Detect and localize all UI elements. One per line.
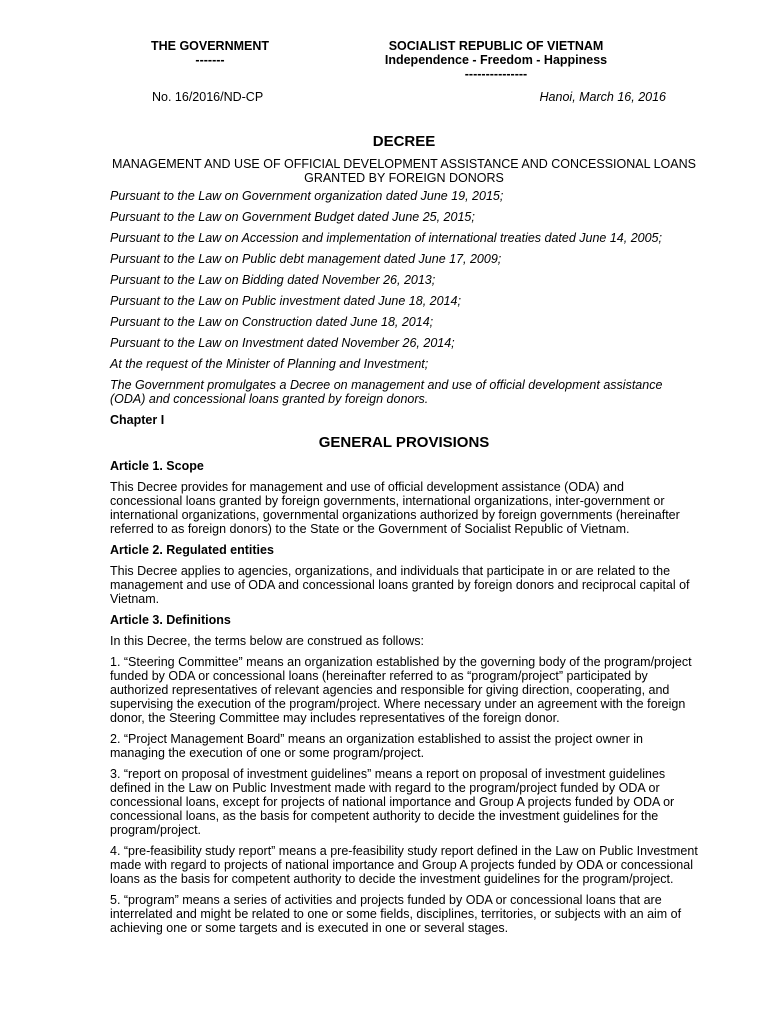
preamble-line: Pursuant to the Law on Government organization dated June 19, 2015; — [110, 189, 504, 203]
preamble-line: The Government promulgates a Decree on management and use of official development assistance (ODA) and concessional loans granted by foreign donors. — [110, 378, 663, 406]
definition-item: 2. “Project Management Board” means an organization established to assist the project owner in managing the execution of one or some program/project. — [110, 732, 643, 760]
national-rule: --------------- — [464, 67, 528, 81]
article-1-title: Article 1. Scope — [110, 459, 204, 473]
country-title: SOCIALIST REPUBLIC OF VIETNAM — [388, 39, 604, 53]
national-block — [346, 39, 646, 81]
preamble-line: Pursuant to the Law on Accession and implementation of international treaties dated June 14, 2005; — [110, 231, 662, 245]
decree-title: DECREE — [372, 133, 436, 150]
chapter-heading: GENERAL PROVISIONS — [318, 434, 490, 451]
issuer-block — [110, 39, 310, 67]
article-1-text: This Decree provides for management and use of official development assistance (ODA) and concessional loans granted by foreign governments, international organizations, inter-government or international organizations, governmental organizations authorized by foreign governments (hereinafter referred to as foreign donors) to the State or the Government of Socialist Republic of Vietnam. — [110, 480, 680, 536]
decree-subtitle: MANAGEMENT AND USE OF OFFICIAL DEVELOPMENT ASSISTANCE AND CONCESSIONAL LOANS GRANTED BY FOREIGN DONORS — [112, 157, 696, 185]
preamble-line: Pursuant to the Law on Investment dated November 26, 2014; — [110, 336, 455, 350]
preamble-line: Pursuant to the Law on Government Budget dated June 25, 2015; — [110, 210, 475, 224]
chapter-label: Chapter I — [110, 413, 165, 427]
definition-item: 3. “report on proposal of investment guidelines” means a report on proposal of investment guidelines defined in the Law on Public Investment made with regard to the program/project funded by ODA or concessional loans, except for projects of national importance and Group A projects funded by ODA or concessional loans, as the basis for competent authority to decide the investment guidelines for the program/project. — [110, 767, 675, 837]
definition-item: 4. “pre-feasibility study report” means a pre-feasibility study report defined in the Law on Public Investment made with regard to projects of national importance and Group A projects funded by ODA or concessional loans as the basis for competent authority to decide the investment guidelines for the program/project. — [110, 844, 698, 886]
preamble-line: Pursuant to the Law on Bidding dated November 26, 2013; — [110, 273, 436, 287]
article-3-intro: In this Decree, the terms below are construed as follows: — [110, 634, 425, 648]
document-date: Hanoi, March 16, 2016 — [539, 90, 666, 104]
preamble — [110, 189, 698, 406]
document-body — [110, 133, 698, 942]
preamble-line: Pursuant to the Law on Construction dated June 18, 2014; — [110, 315, 434, 329]
preamble-line: Pursuant to the Law on Public investment dated June 18, 2014; — [110, 294, 461, 308]
document-number: No. 16/2016/ND-CP — [152, 90, 264, 104]
article-2-text: This Decree applies to agencies, organizations, and individuals that participate in or are related to the management and use of ODA and concessional loans granted by foreign donors and reciprocal capital of Vietnam. — [110, 564, 690, 606]
national-motto: Independence - Freedom - Happiness — [384, 53, 608, 67]
preamble-line: Pursuant to the Law on Public debt management dated June 17, 2009; — [110, 252, 502, 266]
definition-item: 5. “program” means a series of activities and projects funded by ODA or concessional loans that are interrelated and might be related to one or some fields, disciplines, territories, or subjects with an aim of achieving one or some targets and is executed in one or several stages. — [110, 893, 682, 935]
article-2-title: Article 2. Regulated entities — [110, 543, 274, 557]
issuer-title: THE GOVERNMENT — [150, 39, 270, 53]
definition-item: 1. “Steering Committee” means an organization established by the governing body of the program/project funded by ODA or concessional loans (hereinafter referred to as “program/project” participated by authorized representatives of relevant agencies and responsible for giving direction, cooperating, and supervising the execution of the program/project. Where necessary under an agreement with the foreign donor, the Steering Committee may includes representatives of the foreign donor. — [110, 655, 692, 725]
issuer-rule: ------- — [195, 53, 225, 67]
article-3-title: Article 3. Definitions — [110, 613, 231, 627]
preamble-line: At the request of the Minister of Planning and Investment; — [110, 357, 429, 371]
